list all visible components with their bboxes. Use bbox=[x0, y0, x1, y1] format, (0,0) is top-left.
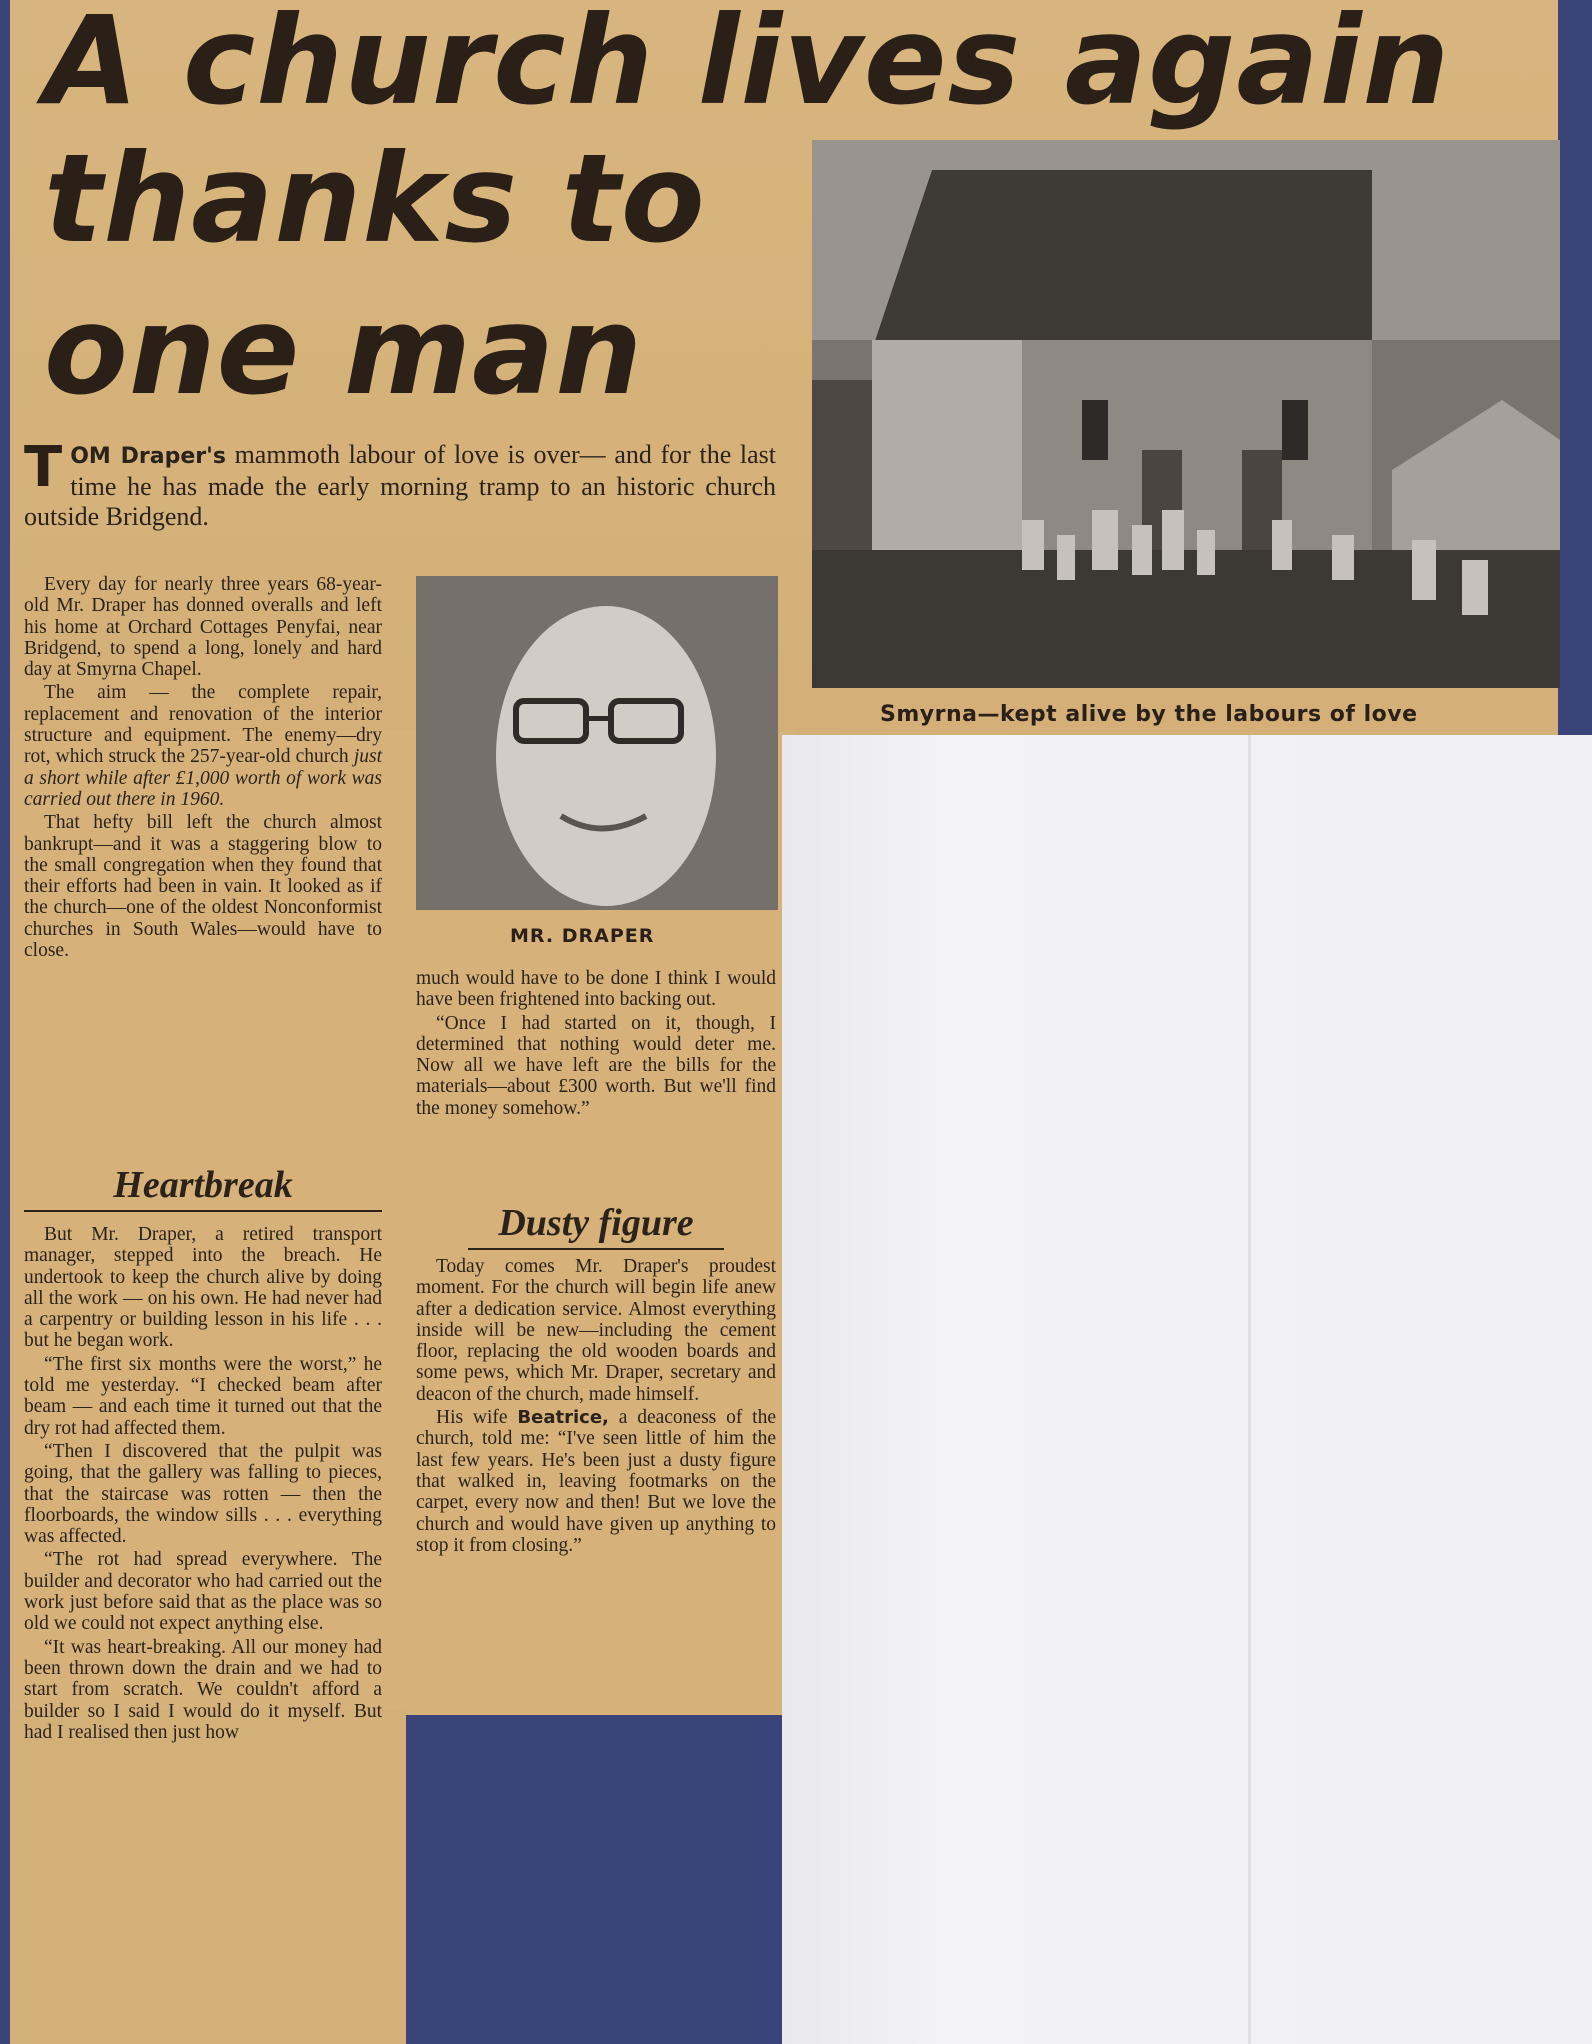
paragraph: Every day for nearly three years 68-year-old Mr. Draper has donned overalls and left his home at Orchard Cottages Penyfai, near Bridgend, to spend a long, lonely and hard day at Smyrna Chapel. bbox=[24, 574, 382, 681]
lead-text: mammoth labour of love is over— and for the last time he has made the early morning tramp to an historic church outside Bridgend. bbox=[24, 440, 776, 531]
drop-cap: T bbox=[24, 435, 63, 500]
clipping-bottom bbox=[10, 1710, 406, 2044]
blank-paper-sheet bbox=[782, 735, 1592, 2044]
crosshead-dusty-figure bbox=[416, 1202, 776, 1248]
paragraph-text: His wife bbox=[436, 1407, 518, 1429]
paragraph: That hefty bill left the church almost bankrupt—and it was a staggering blow to the small congregation when they found that their efforts had been in vain. It looked as if the church—one of the oldest Nonconformist churches in South Wales—would have to close. bbox=[24, 812, 382, 962]
paragraph: But Mr. Draper, a retired transport manager, stepped into the breach. He undertook to keep the church alive by doing all the work — on his own. He had never had a carpentry or building lesson in his life . . . but he began work. bbox=[24, 1224, 382, 1352]
italic-text: just a short while after £1,000 worth of work was carried out there in 1960. bbox=[24, 746, 383, 810]
paragraph bbox=[416, 1407, 776, 1556]
paragraph: “It was heart-breaking. All our money had been thrown down the drain and we had to start from scratch. We couldn't afford a builder so I said I would do it myself. But had I realised then just how bbox=[24, 1636, 382, 1743]
church-photo-caption: Smyrna—kept alive by the labours of love bbox=[880, 702, 1418, 727]
column-2 bbox=[416, 968, 776, 1121]
paragraph: “Once I had started on it, though, I determined that nothing would deter me. Now all we have left are the bills for the materials—about £300 worth. But we'll find the money somehow.” bbox=[416, 1012, 776, 1119]
paragraph-text: a deaconess of the church, told me: “I've seen little of him the last few years. He's been just a dusty figure that walked in, leaving footmarks on the carpet, every now and then! But we love the church and would have given up anything to stop it from closing.” bbox=[416, 1407, 776, 1556]
portrait-illustration bbox=[416, 576, 778, 910]
church-illustration bbox=[812, 140, 1560, 688]
paragraph: “The first six months were the worst,” he told me yesterday. “I checked beam after beam — and each time it turned out that the dry rot had affected them. bbox=[24, 1353, 382, 1439]
headline-line-2: thanks to bbox=[44, 128, 706, 270]
paragraph: much would have to be done I think I would have been frightened into backing out. bbox=[416, 968, 776, 1011]
column-1-continued bbox=[24, 1224, 382, 1745]
paragraph bbox=[24, 682, 382, 810]
paper-fold bbox=[1248, 735, 1251, 2044]
paragraph: “Then I discovered that the pulpit was going, that the gallery was falling to pieces, that the staircase was rotten — then the floorboards, the window sills . . . everything was affected. bbox=[24, 1440, 382, 1548]
paragraph-text: The aim — the complete repair, replacement and renovation of the interior structure and equipment. The enemy—dry rot, which struck the 257-year-old church bbox=[24, 682, 382, 768]
column-1 bbox=[24, 574, 382, 963]
headline-line-1: A church lives again bbox=[44, 0, 1451, 132]
crosshead-text: Dusty figure bbox=[468, 1202, 723, 1250]
bold-name: Beatrice, bbox=[517, 1407, 609, 1429]
paragraph: “The rot had spread everywhere. The builder and decorator who had carried out the work just before said that as the place was so old we could not expect anything else. bbox=[24, 1549, 382, 1635]
church-photo bbox=[812, 140, 1560, 688]
crosshead-heartbreak: Heartbreak bbox=[24, 1164, 382, 1212]
column-2-continued bbox=[416, 1256, 776, 1558]
draper-photo-caption: MR. DRAPER bbox=[510, 925, 655, 947]
paragraph: Today comes Mr. Draper's proudest moment. For the church will begin life anew after a dedication service. Almost everything inside will be new—including the cement floor, replacing the old wooden boards and some pews, which Mr. Draper, secretary and deacon of the church, made himself. bbox=[416, 1256, 776, 1405]
lead-bold-name: OM Draper's bbox=[70, 444, 226, 469]
draper-portrait-photo bbox=[416, 576, 778, 910]
headline-line-3: one man bbox=[44, 280, 644, 422]
lead-paragraph bbox=[24, 435, 776, 532]
